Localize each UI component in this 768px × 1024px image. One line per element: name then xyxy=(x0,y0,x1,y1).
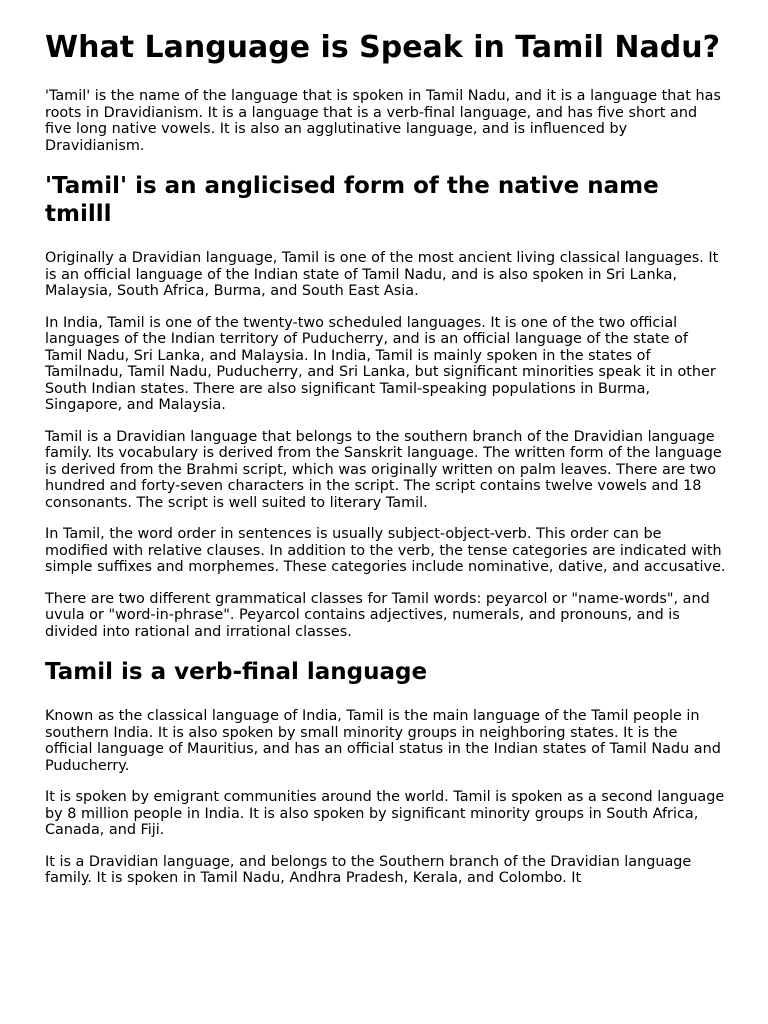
intro-paragraph: 'Tamil' is the name of the language that is spoken in Tamil Nadu, and it is a language that has roots in Dravidianism. It is a language that is a verb-final language, and has five short and five long native vowels. It is also an agglutinative language, and is influenced by Dravidianism. xyxy=(45,88,721,154)
section2-paragraph: It is spoken by emigrant communities around the world. Tamil is spoken as a second language by 8 million people in India. It is also spoken by significant minority groups in South Africa, Canada, and Fiji. xyxy=(45,789,725,838)
section1-paragraph: In India, Tamil is one of the twenty-two scheduled languages. It is one of the two official languages of the Indian territory of Puducherry, and is an official language of the state of Tamil Nadu, Sri Lanka, and Malaysia. In India, Tamil is mainly spoken in the states of Tamilnadu, Tamil Nadu, Puducherry, and Sri Lanka, but significant minorities speak it in other South Indian states. There are also significant Tamil-speaking populations in Burma, Singapore, and Malaysia. xyxy=(45,314,716,413)
section1-paragraph: In Tamil, the word order in sentences is usually subject-object-verb. This order can be modified with relative clauses. In addition to the verb, the tense categories are indicated with simple suffixes and morphemes. These categories include nominative, dative, and accusative. xyxy=(45,526,726,575)
page-title: What Language is Speak in Tamil Nadu? xyxy=(45,30,720,65)
section2-paragraph: It is a Dravidian language, and belongs to the Southern branch of the Dravidian language family. It is spoken in Tamil Nadu, Andhra Pradesh, Kerala, and Colombo. It xyxy=(45,853,692,886)
section1-paragraph: Tamil is a Dravidian language that belongs to the southern branch of the Dravidian language family. Its vocabulary is derived from the Sanskrit language. The written form of the language is derived from the Brahmi script, which was originally written on palm leaves. There are two hundred and forty-seven characters in the script. The script contains twelve vowels and 18 consonants. The script is well suited to literary Tamil. xyxy=(45,428,722,511)
section-heading-anglicised-form: 'Tamil' is an anglicised form of the native name tmilll xyxy=(45,173,659,227)
section1-paragraph: There are two different grammatical classes for Tamil words: peyarcol or "name-words", and uvula or "word-in-phrase". Peyarcol contains adjectives, numerals, and pronouns, and is divided into rational and irrational classes. xyxy=(45,590,710,640)
section2-paragraph: Known as the classical language of India, Tamil is the main language of the Tamil people in southern India. It is also spoken by small minority groups in neighboring states. It is the official language of Mauritius, and has an official status in the Indian states of Tamil Nadu and Puducherry. xyxy=(45,708,721,774)
section1-paragraph: Originally a Dravidian language, Tamil is one of the most ancient living classical languages. It is an official language of the Indian state of Tamil Nadu, and is also spoken in Sri Lanka, Malaysia, South Africa, Burma, and South East Asia. xyxy=(45,250,719,299)
section-heading-verb-final: Tamil is a verb-final language xyxy=(45,659,428,685)
document-page xyxy=(45,30,727,902)
